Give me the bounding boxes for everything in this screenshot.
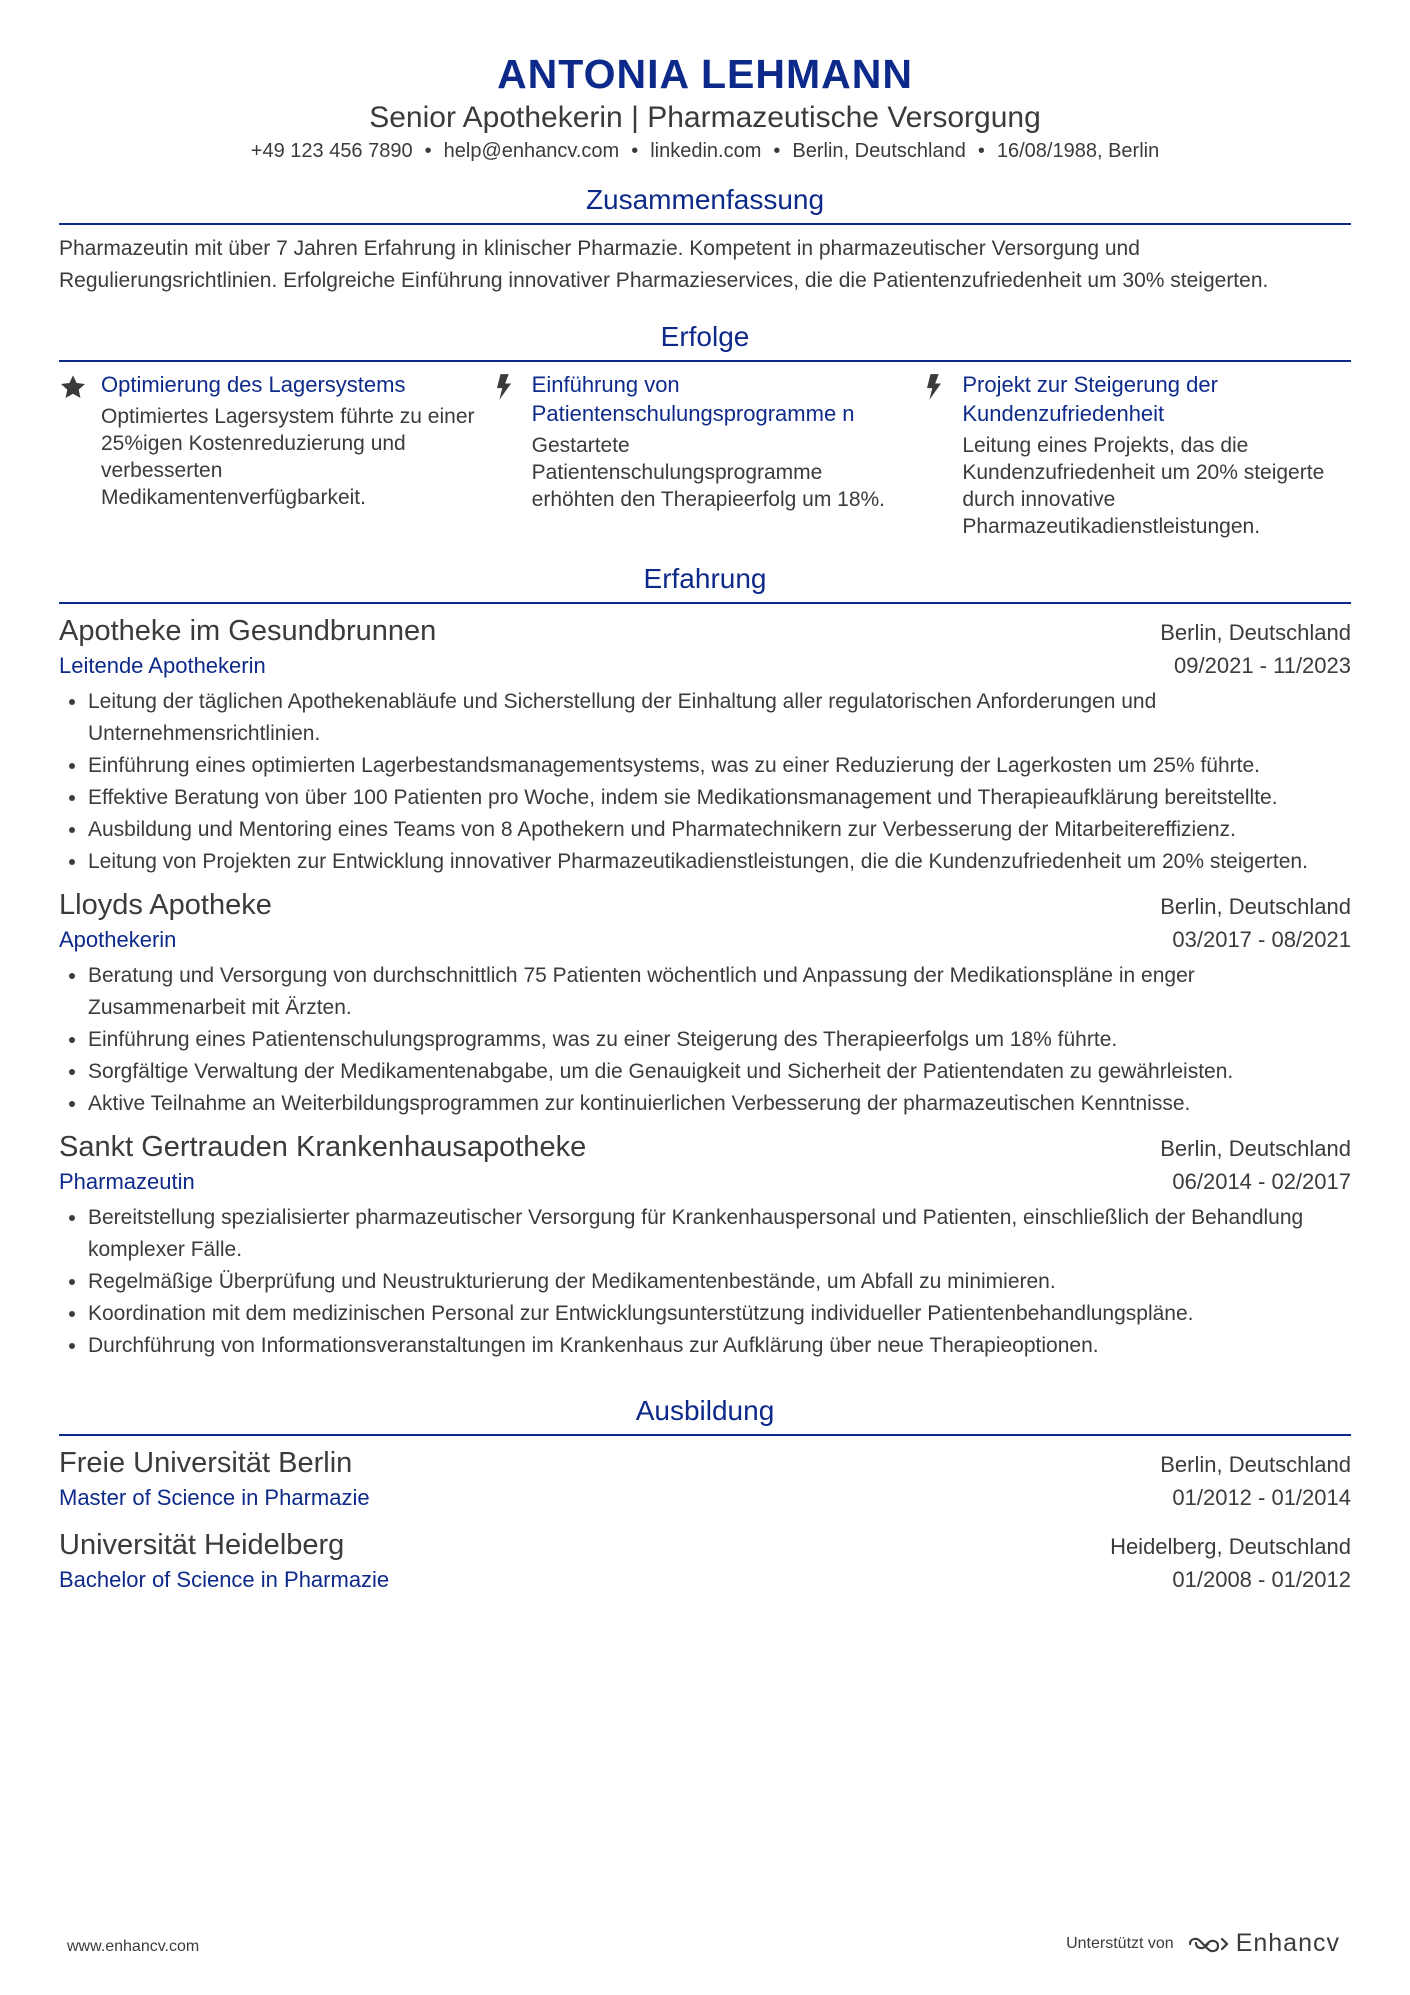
achievements-list bbox=[59, 370, 1351, 540]
list-item: • Leitung von Projekten zur Entwicklung innovativer Pharmazeutikadienstleistungen, die die Kundenzufriedenheit um 20% steigerten. bbox=[88, 846, 1351, 878]
job-role: Pharmazeutin bbox=[59, 1169, 195, 1194]
education-title: Ausbildung bbox=[59, 1394, 1351, 1436]
degree-name: Bachelor of Science in Pharmazie bbox=[59, 1567, 390, 1592]
list-item: • Regelmäßige Überprüfung und Neustrukturierung der Medikamentenbestände, um Abfall zu minimieren. bbox=[88, 1266, 1351, 1298]
job-location: Berlin, Deutschland bbox=[1160, 894, 1351, 919]
footer-branding bbox=[1066, 1929, 1340, 1958]
resume-page bbox=[59, 0, 1351, 1596]
education-entry bbox=[59, 1444, 1351, 1514]
achievement-title: Einführung von Patientenschulungsprogramme n bbox=[531, 372, 855, 426]
achievement-title: Projekt zur Steigerung der Kundenzufriedenheit bbox=[962, 372, 1218, 426]
separator-dot: • bbox=[631, 140, 639, 162]
experience-title: Erfahrung bbox=[59, 562, 1351, 604]
footer-website[interactable]: www.enhancv.com bbox=[67, 1938, 200, 1955]
job-location: Berlin, Deutschland bbox=[1160, 620, 1351, 645]
job-bullets bbox=[59, 1202, 1351, 1362]
summary-text: Pharmazeutin mit über 7 Jahren Erfahrung in klinischer Pharmazie. Kompetent in pharmazeutischer Versorgung und Regulierungsrichtlinien. Erfolgreiche Einführung innovativer Pharmazieservices, die die Patientenzufriedenheit um 30% steigerten. bbox=[59, 237, 1269, 292]
job-role: Leitende Apothekerin bbox=[59, 653, 266, 678]
job-bullets bbox=[59, 960, 1351, 1120]
achievement-title: Optimierung des Lagersystems bbox=[101, 372, 406, 397]
summary-section bbox=[59, 183, 1351, 297]
achievement-item bbox=[920, 370, 1339, 540]
experience-entry bbox=[59, 1128, 1351, 1362]
brand-name: Enhancv bbox=[1235, 1929, 1340, 1957]
list-item: • Koordination mit dem medizinischen Personal zur Entwicklungsunterstützung individueller Patientenbehandlungspläne. bbox=[88, 1298, 1351, 1330]
candidate-headline: Senior Apothekerin | Pharmazeutische Versorgung bbox=[369, 101, 1041, 134]
achievements-title: Erfolge bbox=[59, 320, 1351, 362]
school-location: Heidelberg, Deutschland bbox=[1110, 1534, 1351, 1559]
list-item: • Aktive Teilnahme an Weiterbildungsprogrammen zur kontinuierlichen Verbesserung der pharmazeutischen Kenntnisse. bbox=[88, 1088, 1351, 1120]
list-item: • Beratung und Versorgung von durchschnittlich 75 Patienten wöchentlich und Anpassung der Medikationspläne in enger Zusammenarbeit mit Ärzten. bbox=[88, 960, 1351, 1024]
resume-header bbox=[59, 50, 1351, 164]
school-name: Universität Heidelberg bbox=[59, 1529, 345, 1561]
contact-email[interactable]: help@enhancv.com bbox=[443, 140, 620, 162]
separator-dot: • bbox=[773, 140, 781, 162]
candidate-name: ANTONIA LEHMANN bbox=[497, 51, 913, 97]
company-name: Sankt Gertrauden Krankenhausapotheke bbox=[59, 1131, 587, 1163]
star-icon bbox=[59, 370, 101, 540]
list-item: • Sorgfältige Verwaltung der Medikamentenabgabe, um die Genauigkeit und Sicherheit der Patientendaten zu gewährleisten. bbox=[88, 1056, 1351, 1088]
bolt-icon bbox=[920, 370, 962, 540]
list-item: • Effektive Beratung von über 100 Patienten pro Woche, indem sie Medikationsmanagement und Therapieaufklärung bereitstellte. bbox=[88, 782, 1351, 814]
experience-entry bbox=[59, 886, 1351, 1120]
experience-section bbox=[59, 562, 1351, 1362]
job-dates: 06/2014 - 02/2017 bbox=[1172, 1169, 1351, 1194]
job-dates: 03/2017 - 08/2021 bbox=[1172, 927, 1351, 952]
job-dates: 09/2021 - 11/2023 bbox=[1174, 653, 1351, 678]
achievements-section bbox=[59, 320, 1351, 540]
separator-dot: • bbox=[977, 140, 985, 162]
company-name: Lloyds Apotheke bbox=[59, 889, 272, 921]
education-dates: 01/2008 - 01/2012 bbox=[1172, 1567, 1351, 1592]
contact-linkedin[interactable]: linkedin.com bbox=[650, 140, 762, 162]
achievement-description: Leitung eines Projekts, das die Kundenzufriedenheit um 20% steigerte durch innovative Pharmazeutikadienstleistungen. bbox=[962, 434, 1325, 538]
education-dates: 01/2012 - 01/2014 bbox=[1172, 1485, 1351, 1510]
achievement-description: Optimiertes Lagersystem führte zu einer 25%igen Kostenreduzierung und verbesserten Medikamentenverfügbarkeit. bbox=[101, 405, 475, 509]
enhancv-logo-icon bbox=[1186, 1933, 1230, 1955]
bolt-icon bbox=[490, 370, 532, 540]
list-item: • Einführung eines optimierten Lagerbestandsmanagementsystems, was zu einer Reduzierung der Lagerkosten um 25% führte. bbox=[88, 750, 1351, 782]
list-item: • Durchführung von Informationsveranstaltungen im Krankenhaus zur Aufklärung über neue Therapieoptionen. bbox=[88, 1330, 1351, 1362]
school-name: Freie Universität Berlin bbox=[59, 1447, 353, 1479]
contact-birth: 16/08/1988, Berlin bbox=[996, 140, 1160, 162]
separator-dot: • bbox=[424, 140, 432, 162]
list-item: • Leitung der täglichen Apothekenabläufe und Sicherstellung der Einhaltung aller regulatorischen Anforderungen und Unternehmensrichtlinien. bbox=[88, 686, 1351, 750]
list-item: • Einführung eines Patientenschulungsprogramms, was zu einer Steigerung des Therapieerfolgs um 18% führte. bbox=[88, 1024, 1351, 1056]
school-location: Berlin, Deutschland bbox=[1160, 1452, 1351, 1477]
job-bullets bbox=[59, 686, 1351, 878]
powered-by-label: Unterstützt von bbox=[1066, 1934, 1174, 1952]
job-location: Berlin, Deutschland bbox=[1160, 1136, 1351, 1161]
degree-name: Master of Science in Pharmazie bbox=[59, 1485, 370, 1510]
achievement-description: Gestartete Patientenschulungsprogramme erhöhten den Therapieerfolg um 18%. bbox=[531, 434, 886, 511]
job-role: Apothekerin bbox=[59, 927, 177, 952]
company-name: Apotheke im Gesundbrunnen bbox=[59, 615, 437, 647]
education-entry bbox=[59, 1526, 1351, 1596]
contact-phone[interactable]: +49 123 456 7890 bbox=[250, 140, 413, 162]
summary-title: Zusammenfassung bbox=[59, 183, 1351, 225]
experience-entry bbox=[59, 612, 1351, 878]
education-section bbox=[59, 1394, 1351, 1596]
contact-location: Berlin, Deutschland bbox=[792, 140, 966, 162]
achievement-item bbox=[490, 370, 909, 540]
list-item: • Bereitstellung spezialisierter pharmazeutischer Versorgung für Krankenhauspersonal und Patienten, einschließlich der Behandlung komplexer Fälle. bbox=[88, 1202, 1351, 1266]
list-item: • Ausbildung und Mentoring eines Teams von 8 Apothekern und Pharmatechnikern zur Verbesserung der Mitarbeitereffizienz. bbox=[88, 814, 1351, 846]
contact-line bbox=[59, 138, 1351, 164]
achievement-item bbox=[59, 370, 478, 540]
